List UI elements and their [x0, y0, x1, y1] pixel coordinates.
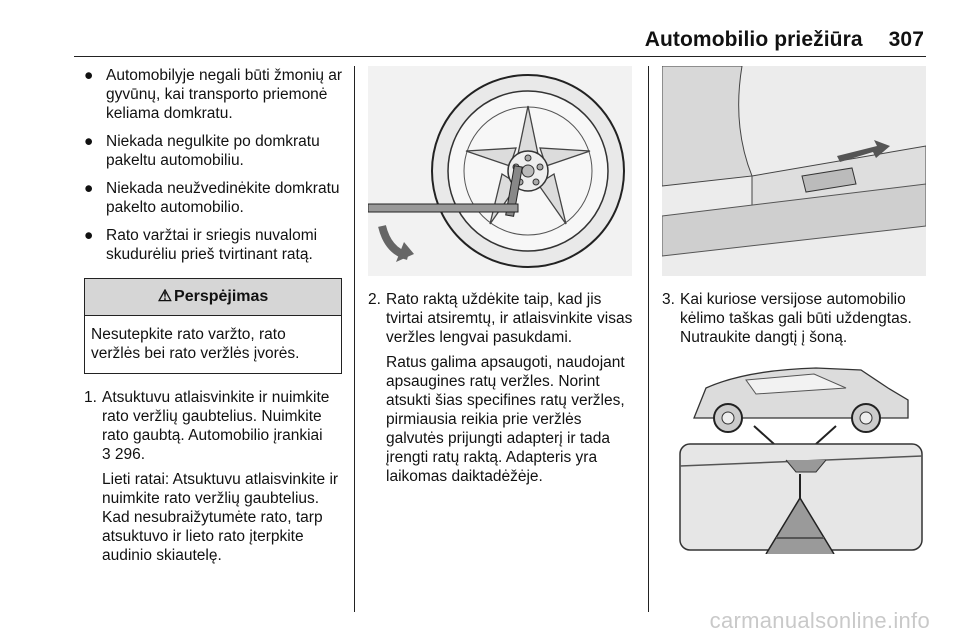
bullet-text: Rato varžtai ir sriegis nuvalomi skudurėliu prieš tvirtinant ratą. — [106, 227, 318, 263]
car-jack-illustration — [676, 348, 926, 554]
wheel-wrench-illustration — [368, 66, 632, 276]
step-number: 1. — [84, 389, 97, 406]
step-3 — [662, 290, 928, 347]
step-1 — [84, 388, 346, 464]
bullet-item — [84, 179, 346, 217]
bullet-item — [84, 132, 346, 170]
header-rule — [74, 56, 926, 57]
warning-body: Nesutepkite rato varžto, rato veržlės bei rato veržlės įvorės. — [91, 326, 300, 362]
step-number: 3. — [662, 291, 675, 308]
step-number: 2. — [368, 291, 381, 308]
step-text: Kai kuriose versijose automobilio kėlimo taškas gali būti uždengtas. Nutraukite dangtį į šoną. — [680, 291, 912, 346]
bullet-item — [84, 66, 346, 123]
warning-header — [85, 279, 341, 316]
column-1 — [84, 66, 346, 569]
bullet-dot-icon: ● — [84, 67, 94, 84]
column-divider-right — [648, 66, 649, 612]
page-number: 307 — [888, 28, 924, 51]
warning-triangle-icon: ⚠ — [157, 288, 173, 305]
step-2-extra: Ratus galima apsaugoti, naudojant apsaugines ratų veržles. Norint atsukti šias specifines ratų veržles, pirmiausia reikia prie veržlės galvutės prijungti adapterį ir tada įrengti ratų raktą. Adapteris yra laikomas daiktadėžėje. — [386, 354, 625, 485]
column-divider-left — [354, 66, 355, 612]
bullet-text: Niekada negulkite po domkratu pakeltu automobiliu. — [106, 133, 320, 169]
bullet-dot-icon: ● — [84, 133, 94, 150]
step-1-extra: Lieti ratai: Atsuktuvu atlaisvinkite ir nuimkite rato veržlių gaubtelius. Kad nesubraižytumėte rato, tarp atsuktuvo ir lieto rato įterpkite audinio skiautelę. — [102, 471, 339, 564]
warning-title: Perspėjimas — [174, 288, 269, 305]
step-text: Atsuktuvu atlaisvinkite ir nuimkite rato veržlių gaubtelius. Nuimkite rato gaubtą. Automobilio įrankiai — [102, 389, 330, 444]
bullet-text: Niekada neužvedinėkite domkratu pakelto automobilio. — [106, 180, 340, 216]
bullet-text: Automobilyje negali būti žmonių ar gyvūnų, kai transporto priemonė keliama domkratu. — [106, 67, 343, 122]
bullet-item — [84, 226, 346, 264]
lift-point-cover-illustration — [662, 66, 926, 276]
bullet-dot-icon: ● — [84, 180, 94, 197]
page-reference-link[interactable]: 3 296. — [102, 446, 146, 463]
chapter-title: Automobilio priežiūra — [644, 28, 863, 51]
warning-box — [84, 278, 342, 374]
page-header — [645, 28, 924, 52]
bullet-dot-icon: ● — [84, 227, 94, 244]
step-2 — [368, 290, 638, 347]
column-3 — [662, 290, 928, 353]
column-2 — [368, 290, 638, 490]
watermark: carmanualsonline.info — [709, 608, 930, 633]
step-text: Rato raktą uždėkite taip, kad jis tvirtai atsiremtų, ir atlaisvinkite visas veržles lengvai pasukdami. — [386, 291, 633, 346]
